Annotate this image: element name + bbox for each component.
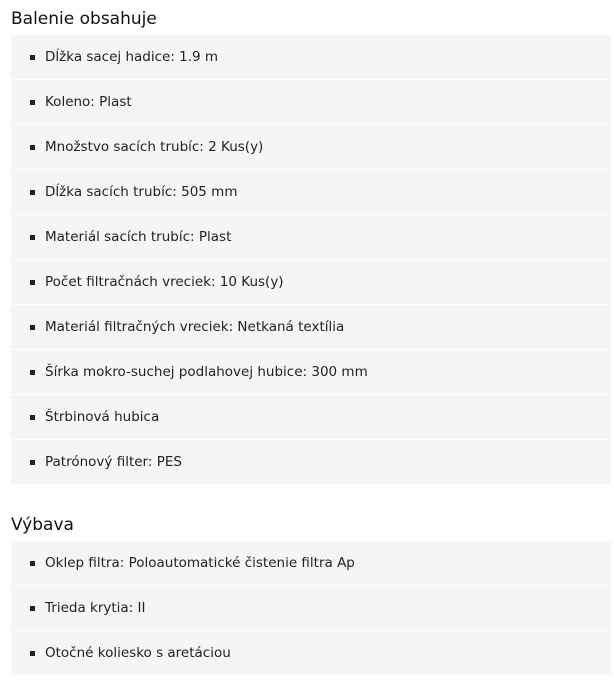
list-item-text: Materiál filtračných vreciek: Netkaná textília xyxy=(45,319,345,335)
bullet-icon xyxy=(30,190,35,195)
bullet-icon xyxy=(30,370,35,375)
package-contents-section xyxy=(11,5,611,485)
list-item-text: Dĺžka sacej hadice: 1.9 m xyxy=(45,49,219,65)
equipment-section xyxy=(11,511,611,676)
list-item-text: Koleno: Plast xyxy=(45,94,132,110)
list-item xyxy=(11,215,611,260)
list-item-text: Materiál sacích trubíc: Plast xyxy=(45,229,232,245)
list-item xyxy=(11,305,611,350)
bullet-icon xyxy=(30,415,35,420)
list-item-text: Množstvo sacích trubíc: 2 Kus(y) xyxy=(45,139,264,155)
section-title-equipment: Výbava xyxy=(11,515,74,535)
list-item xyxy=(11,541,611,586)
list-item-text: Oklep filtra: Poloautomatické čistenie filtra Ap xyxy=(45,555,355,571)
list-item xyxy=(11,260,611,305)
list-item-text: Trieda krytia: II xyxy=(45,600,146,616)
package-contents-list xyxy=(11,35,611,485)
list-item xyxy=(11,440,611,485)
bullet-icon xyxy=(30,651,35,656)
list-item xyxy=(11,350,611,395)
list-item xyxy=(11,35,611,80)
list-item xyxy=(11,80,611,125)
list-item-text: Počet filtračnách vreciek: 10 Kus(y) xyxy=(45,274,284,290)
bullet-icon xyxy=(30,325,35,330)
bullet-icon xyxy=(30,55,35,60)
bullet-icon xyxy=(30,235,35,240)
bullet-icon xyxy=(30,280,35,285)
list-item-text: Šírka mokro-suchej podlahovej hubice: 300 mm xyxy=(45,364,368,380)
list-item-text: Štrbinová hubica xyxy=(45,409,160,425)
equipment-list xyxy=(11,541,611,676)
bullet-icon xyxy=(30,145,35,150)
bullet-icon xyxy=(30,100,35,105)
list-item-text: Dĺžka sacích trubíc: 505 mm xyxy=(45,184,238,200)
section-title-package-contents: Balenie obsahuje xyxy=(11,9,157,29)
list-item-text: Otočné koliesko s aretáciou xyxy=(45,645,231,661)
bullet-icon xyxy=(30,460,35,465)
bullet-icon xyxy=(30,606,35,611)
list-item xyxy=(11,631,611,676)
bullet-icon xyxy=(30,561,35,566)
list-item xyxy=(11,395,611,440)
list-item xyxy=(11,125,611,170)
list-item xyxy=(11,170,611,215)
list-item-text: Patrónový filter: PES xyxy=(45,454,182,470)
list-item xyxy=(11,586,611,631)
